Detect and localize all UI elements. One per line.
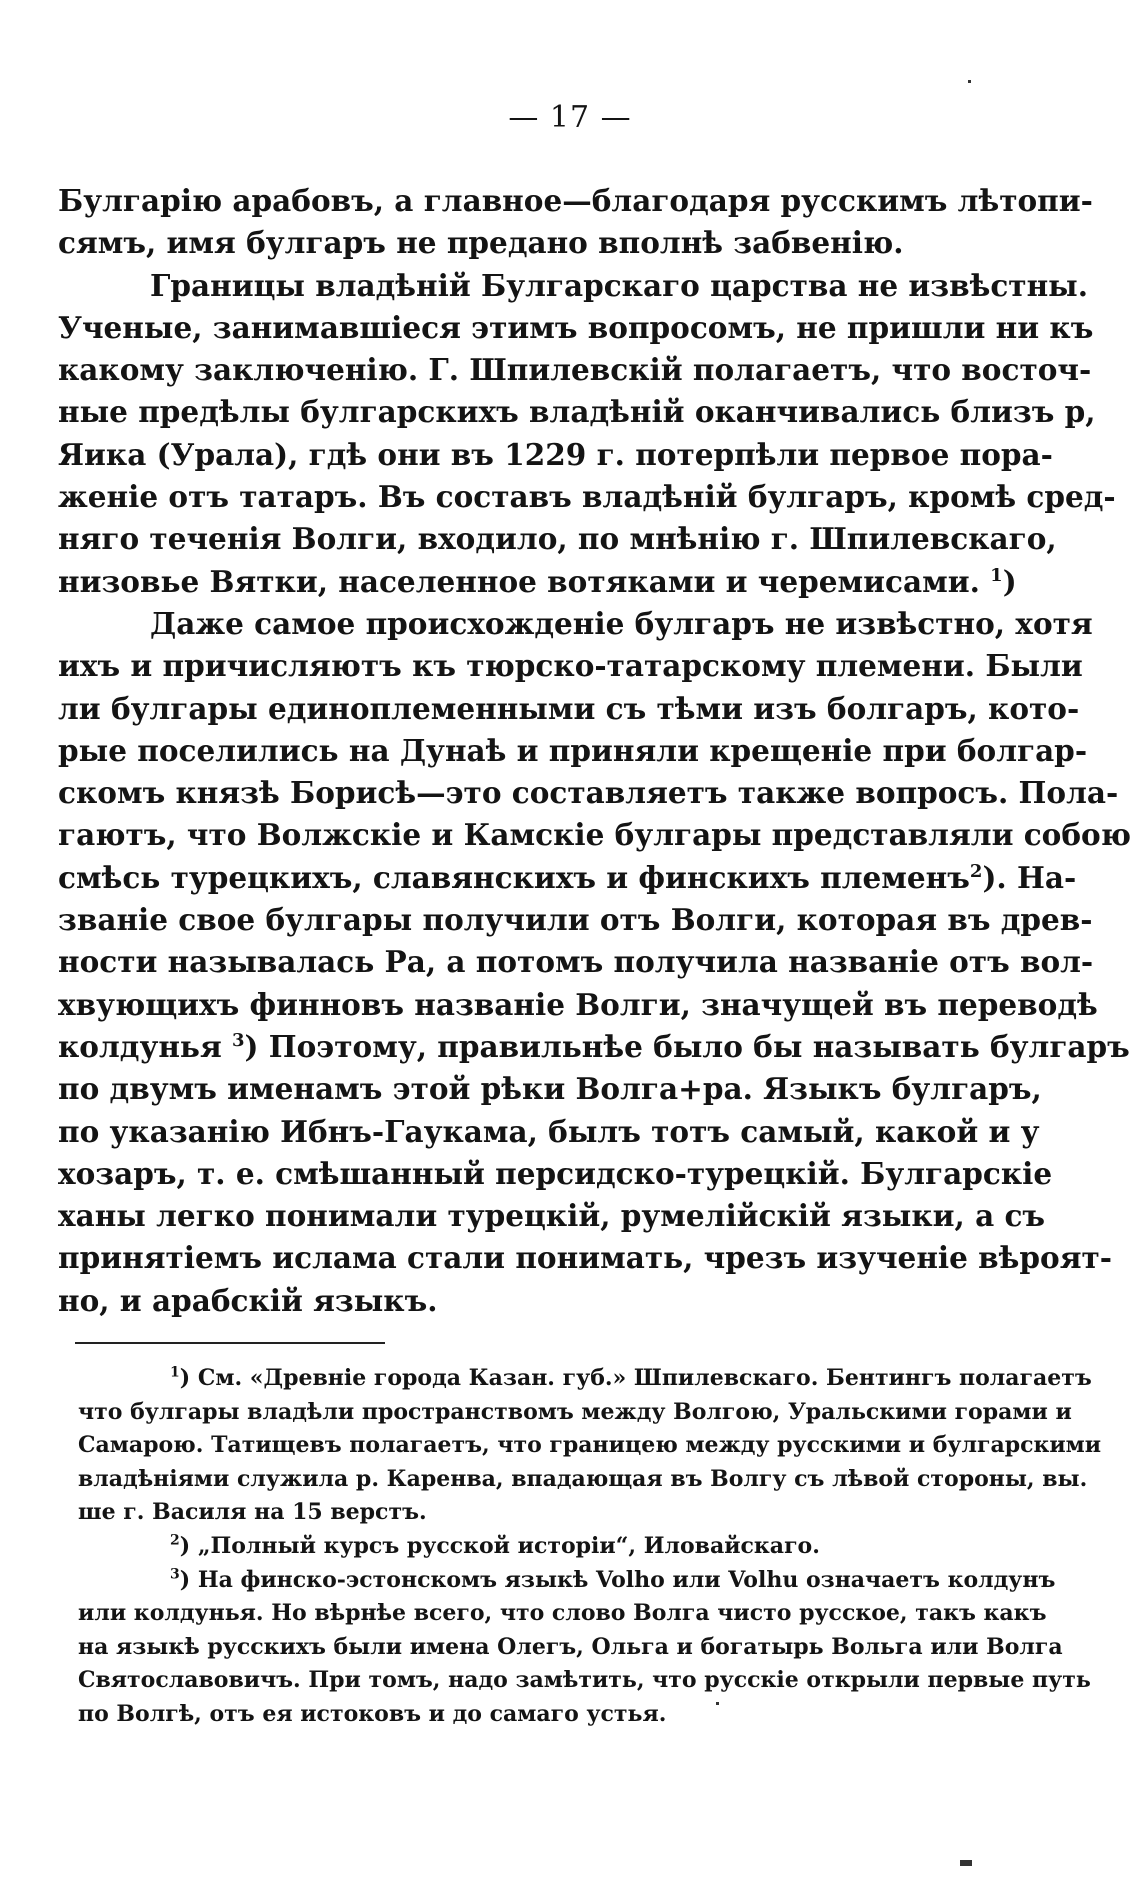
text-line [58,857,1077,899]
text-line [58,561,1017,603]
text-segment: ) [1002,563,1017,599]
footnote-1-line: что булгары владѣли пространствомъ между Волгою, Уральскими горами и [78,1398,1072,1425]
footnote-mark-2: 2 [969,860,983,882]
text-line: скомъ князѣ Борисѣ—это составляетъ также вопросъ. Пола- [58,775,1119,811]
footnote-3-line: на языкѣ русскихъ были имена Олегъ, Ольга и богатырь Вольга или Волга [78,1633,1063,1660]
footnote-1-line [78,1362,1092,1396]
footnote-1-line: Самарою. Татищевъ полагаетъ, что границею между русскими и булгарскими [78,1432,1102,1459]
text-segment: колдунья [58,1028,222,1064]
text-line: по указанію Ибнъ-Гаукама, былъ тотъ самый, какой и у [58,1113,1040,1149]
text-line: ихъ и причисляютъ къ тюрско-татарскому племени. Были [58,648,1083,684]
footnote-1-line: ше г. Василя на 15 верстъ. [78,1499,427,1526]
footnote-3-line: по Волгѣ, отъ ея истоковъ и до самаго устья. [78,1700,667,1727]
footnote-3-line: или колдунья. Но вѣрнѣе всего, что слово Волга чисто русское, такъ какъ [78,1600,1047,1627]
text-line: Даже самое происхожденіе булгаръ не извѣстно, хотя [150,605,1093,641]
text-line: принятіемъ ислама стали понимать, чрезъ изученіе вѣроят- [58,1240,1113,1276]
footnote-1-mark: 1 [170,1364,180,1381]
text-line: званіе свое булгары получили отъ Волги, которая въ древ- [58,902,1093,938]
footnote-divider [75,1342,385,1344]
text-line: хвующихъ финновъ названіе Волги, значущей въ переводѣ [58,986,1098,1022]
text-segment: ) Поэтому, правильнѣе было бы называть булгаръ [244,1028,1130,1064]
page-number: — 17 — [508,100,632,135]
scan-speck [960,1860,972,1866]
footnote-3-mark: 3 [170,1566,180,1583]
text-line: Ученые, занимавшіеся этимъ вопросомъ, не пришли ни къ [58,309,1094,345]
footnote-mark-3: 3 [232,1030,245,1052]
text-line: хозаръ, т. е. смѣшанный персидско-турецкій. Булгарскіе [58,1155,1053,1191]
scan-speck [968,80,971,83]
text-line: ности называлась Ра, а потомъ получила названіе отъ вол- [58,944,1094,980]
text-line [58,1026,1130,1068]
scan-speck [716,1702,719,1705]
text-segment: ). На- [982,859,1077,895]
text-line: но, и арабскій языкъ. [58,1282,438,1318]
main-text [58,180,1131,1322]
footnote-2-mark: 2 [170,1532,180,1549]
text-line: ханы легко понимали турецкій, румелійскій языки, а съ [58,1198,1046,1234]
text-line: Булгарію арабовъ, а главное—благодаря русскимъ лѣтопи- [58,183,1093,218]
text-line: гаютъ, что Волжскіе и Камскіе булгары представляли собою [58,817,1131,853]
text-line: Границы владѣній Булгарскаго царства не извѣстны. [150,267,1089,303]
text-line: по двумъ именамъ этой рѣки Волга+ра. Языкъ булгаръ, [58,1071,1042,1107]
text-line: рые поселились на Дунаѣ и приняли крещеніе при болгар- [58,732,1088,768]
text-segment: смѣсь турецкихъ, славянскихъ и финскихъ племенъ [58,859,970,895]
text-line: Яика (Урала), гдѣ они въ 1229 г. потерпѣли первое пора- [58,436,1053,472]
footnote-mark-1: 1 [990,564,1003,586]
text-line: няго теченія Волги, входило, по мнѣнію г. Шпилевскаго, [58,521,1057,557]
footnote-2-line [78,1530,1008,1564]
text-segment: ) См. «Древніе города Казан. губ.» Шпилевскаго. Бентингъ полагаетъ [179,1365,1092,1391]
text-segment: ) „Полный курсъ русской исторіи“, Иловайскаго. [179,1532,820,1559]
text-line: женіе отъ татаръ. Въ составъ владѣній булгаръ, кромѣ сред- [58,479,1116,515]
text-line: ли булгары единоплеменными съ тѣми изъ болгаръ, кото- [58,690,1080,726]
footnotes [78,1362,1102,1732]
text-line: ные предѣлы булгарскихъ владѣній оканчивались близъ р, [58,394,1096,430]
text-segment: ) На финско-эстонскомъ языкѣ Volho или Volhu означаетъ колдунъ [179,1566,1056,1593]
text-line: сямъ, имя булгаръ не предано вполнѣ забвенію. [58,225,904,261]
footnote-3-line: Святославовичъ. При томъ, надо замѣтить, что русскіе открыли первые путь [78,1667,1091,1694]
footnote-3-line [78,1564,1056,1598]
text-segment: низовье Вятки, населенное вотяками и черемисами. [58,563,980,599]
text-line: какому заключенію. Г. Шпилевскій полагаетъ, что восточ- [58,352,1092,388]
footnote-1-line: владѣніями служила р. Каренва, впадающая въ Волгу съ лѣвой стороны, вы. [78,1465,1088,1492]
